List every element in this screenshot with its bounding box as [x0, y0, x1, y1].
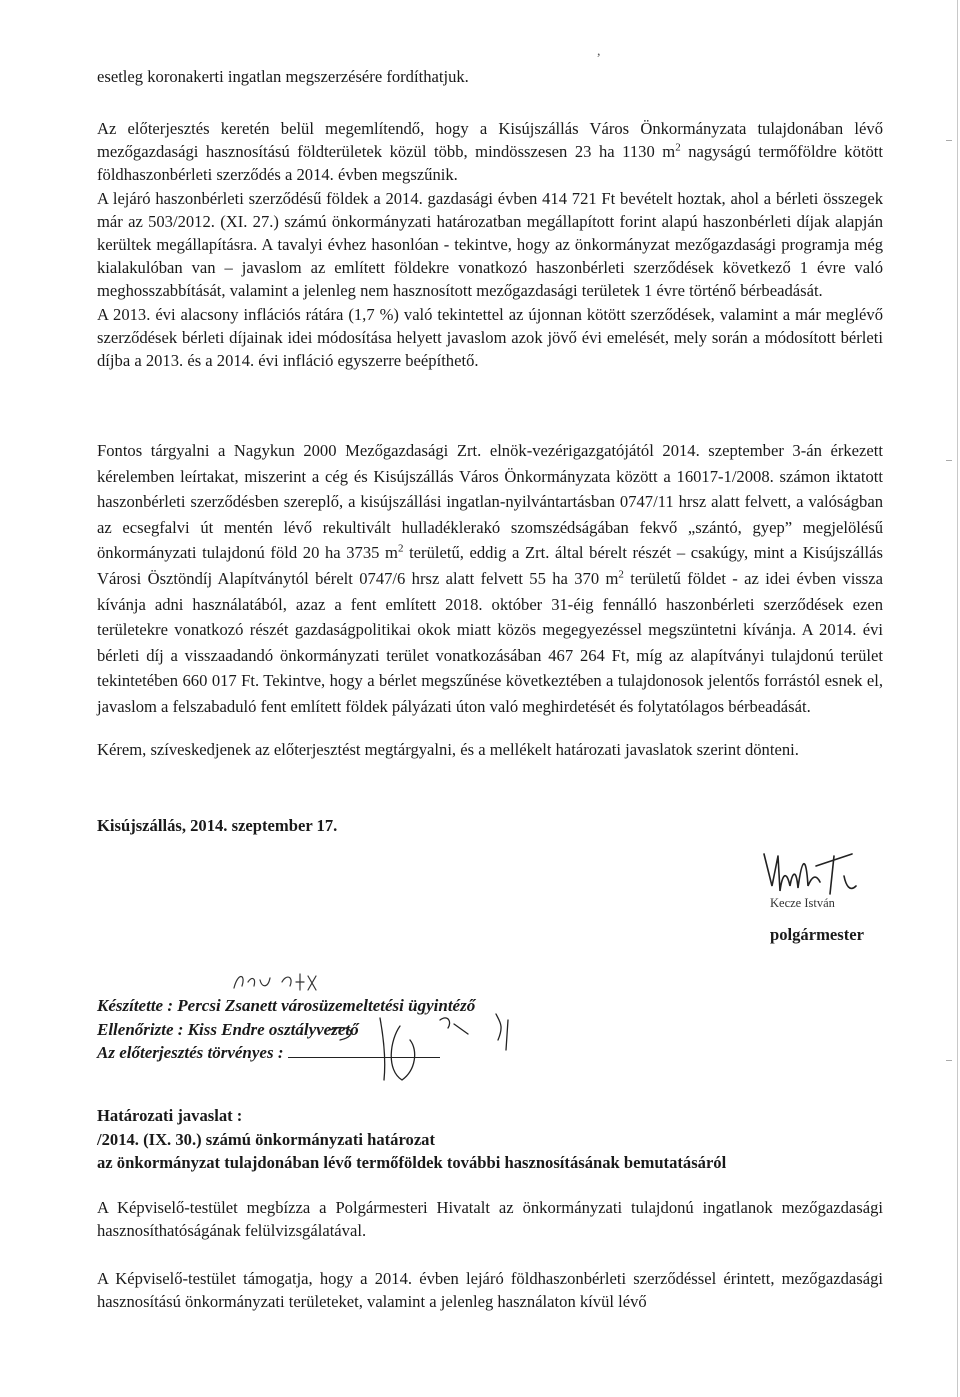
- legal-approval: Az előterjesztés törvényes :: [97, 1041, 475, 1065]
- scan-edge-tick: [946, 140, 952, 141]
- checked-by: Ellenőrizte : Kiss Endre osztályvezető: [97, 1019, 359, 1039]
- paragraph-request: Kérem, szíveskedjenek az előterjesztést megtárgyalni, és a mellékelt határozati javaslatok szerint dönteni.: [97, 740, 799, 759]
- resolution-paragraph-2: A Képviselő-testület támogatja, hogy a 2014. évben lejáró földhaszonbérleti szerződéssel érintett, mezőgazdasági hasznosítású önkormányzati területeket, valamint a jelenleg használaton kívül lévő: [97, 1269, 883, 1312]
- mayor-name: Kecze István: [770, 896, 835, 910]
- scan-edge-tick: [946, 1060, 952, 1061]
- resolution-title: az önkormányzat tulajdonában lévő termőföldek további hasznosításának bemutatásáról: [97, 1153, 727, 1172]
- paragraph-nagykun-request: Fontos tárgyalni a Nagykun 2000 Mezőgazdasági Zrt. elnök-vezérigazgatójától 2014. szeptember 3-án érkezett kérelemben leírtakat, miszerint a cég és Kisújszállás Város Önkormányzata között a 16017-1/2008. számon iktatott haszonbérleti szerződésben szereplő, a kisújszállási ingatlan-nyilvántartásban 0747/11 hrsz alatt felvett, a valóságban az ecsegfalvi út mentén lévő rekultivált hulladéklerakó szomszédságában fekvő „szántó, gyep” megjelölésű önkormányzati tulajdonú föld 20 ha 3735 $m^2$ területű, eddig a Zrt. által bérelt részét – csakúgy, mint a Kisújszállás Városi Ösztöndíj Alapítványtól bérelt 0747/6 hrsz alatt felvett 55 ha 370 $m^2$ területű földet - az idei évben vissza kívánja adni használatából, azaz a fent említett 2018. október 31-éig fennálló haszonbérleti szerződések ezen területekre vonatkozó részét gazdaságpolitikai okok miatt közös megegyezéssel megszüntetni kívánja. A 2014. évi bérleti díj a visszaadandó önkormányzati terület vonatkozásában 467 264 Ft, míg az alapítványi tulajdonú terület tekintetében 660 017 Ft. Tekintve, hogy a bérlet megszűnése következtében a tulajdonosok jelentős forrástól esnek el, javaslom a felszabaduló fent említett földek pályázati úton való meghirdetését és folytatólagos bérbeadását.: [97, 441, 883, 716]
- paragraph-intro: esetleg koronakerti ingatlan megszerzésére fordíthatjuk.: [97, 67, 469, 86]
- resolution-header: [97, 1104, 883, 1175]
- date-line: Kisújszállás, 2014. szeptember 17.: [97, 816, 338, 835]
- prepared-by: Készítette : Percsi Zsanett városüzemeltetési ügyintéző: [97, 996, 476, 1015]
- mayor-role: polgármester: [770, 925, 864, 944]
- resolution-heading: Határozati javaslat :: [97, 1106, 243, 1125]
- scan-edge-tick: [946, 460, 952, 461]
- scan-edge-line: [957, 0, 958, 1397]
- resolution-number: /2014. (IX. 30.) számú önkormányzati határozat: [97, 1129, 436, 1149]
- paragraph-land-lease: Az előterjesztés keretén belül megemlítendő, hogy a Kisújszállás Város Önkormányzata tulajdonában lévő mezőgazdasági hasznosítású földterületek közül több, mindösszesen 23 ha 1130 $m^2$ nagyságú termőföldre kötött földhaszonbérleti szerződés a 2014. évben megszűnik. A lejáró haszonbérleti szerződésű földek a 2014. gazdasági évben 414 721 Ft bevételt hoztak, ahol a bérleti összegek már az 503/2012. (XI. 27.) számú önkormányzati határozatban megállapított forint alapú haszonbérleti díjak alapján kerültek megállapításra. A tavalyi évhez hasonlóan - tekintve, hogy az önkormányzat mezőgazdasági programja még kialakulóban van – javaslom az említett földekre vonatkozó haszonbérleti szerződések következő 1 évre való meghosszabbítását, valamint a jelenleg nem hasznosított mezőgazdasági területek 1 évre történő bérbeadását. A 2013. évi alacsony inflációs rátára (1,7 %) való tekintettel az újonnan kötött szerződések, valamint a már meglévő szerződések bérleti díjainak idei módosítása helyett javaslom azok jövő évi emelését, mely során a módosított bérleti díjba a 2013. és a 2014. évi infláció egyszerre beépíthető.: [97, 119, 883, 371]
- stray-mark: ,: [597, 44, 601, 59]
- resolution-paragraph-1: A Képviselő-testület megbízza a Polgármesteri Hivatalt az önkormányzati tulajdonú ingatlanok mezőgazdasági hasznosíthatóságának felülvizsgálatával.: [97, 1198, 883, 1241]
- legal-signature: [320, 1010, 580, 1100]
